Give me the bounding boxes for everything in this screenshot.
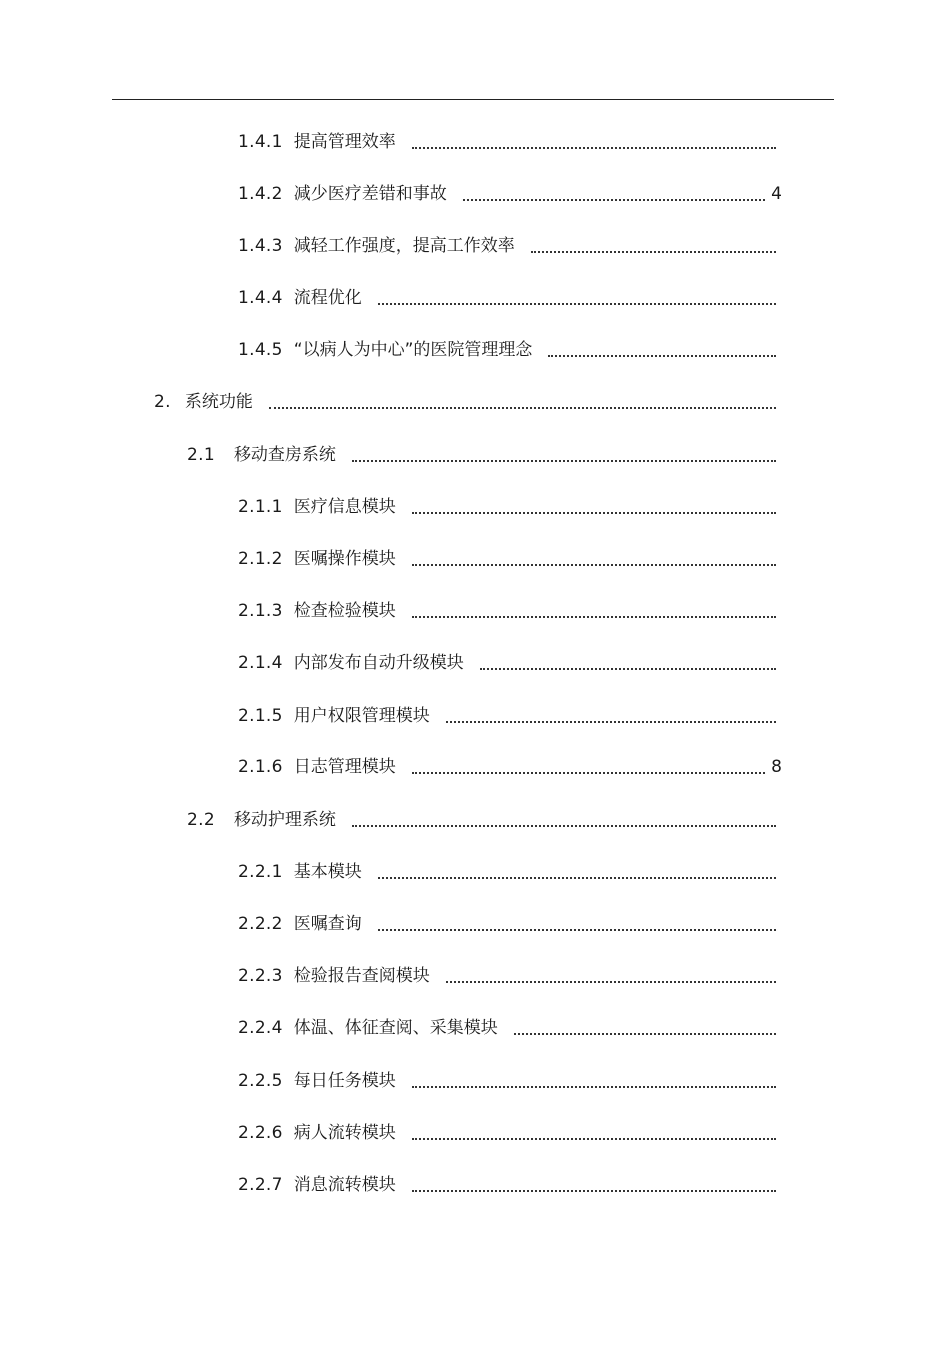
toc-page-number: 8 bbox=[771, 757, 782, 777]
toc-entry-number: 2.1.2 bbox=[238, 549, 283, 569]
toc-dot-leader bbox=[514, 1016, 776, 1040]
toc-entry-2-2-3[interactable] bbox=[238, 964, 776, 988]
toc-dot-leader bbox=[412, 495, 776, 519]
toc-dot-leader bbox=[412, 1121, 776, 1145]
toc-entry-title: 基本模块 bbox=[293, 862, 362, 882]
toc-entry-title: 用户权限管理模块 bbox=[293, 706, 430, 726]
toc-entry-number: 2.2.2 bbox=[238, 914, 283, 934]
toc-entry-title: 系统功能 bbox=[184, 392, 253, 412]
toc-dot-leader bbox=[531, 234, 776, 258]
toc-entry-number: 2.1.1 bbox=[238, 497, 283, 517]
toc-page-number: 4 bbox=[771, 184, 782, 204]
toc-dot-leader bbox=[412, 755, 765, 779]
toc-dot-leader bbox=[412, 599, 776, 623]
toc-dot-leader bbox=[412, 1173, 776, 1197]
toc-dot-leader bbox=[412, 547, 776, 571]
toc-entry-title: 医嘱查询 bbox=[293, 914, 362, 934]
toc-entry-title: 病人流转模块 bbox=[293, 1123, 396, 1143]
toc-entry-number: 2.1.4 bbox=[238, 653, 283, 673]
toc-entry-number: 2.1 bbox=[187, 445, 215, 465]
toc-entry-2-1-3[interactable] bbox=[238, 599, 776, 623]
toc-entry-2-2-4[interactable] bbox=[238, 1016, 776, 1040]
toc-entry-2-1-2[interactable] bbox=[238, 547, 776, 571]
toc-entry-title: 医疗信息模块 bbox=[293, 497, 396, 517]
toc-entry-1-4-4[interactable] bbox=[238, 286, 776, 310]
toc-dot-leader bbox=[463, 182, 765, 206]
toc-entry-title: 减少医疗差错和事故 bbox=[293, 184, 447, 204]
toc-entry-number: 2.2.7 bbox=[238, 1175, 283, 1195]
toc-entry-1-4-1[interactable] bbox=[238, 130, 776, 154]
toc-entry-2-2-7[interactable] bbox=[238, 1173, 776, 1197]
toc-dot-leader bbox=[412, 1069, 776, 1093]
toc-dot-leader bbox=[378, 286, 776, 310]
toc-entry-title: 医嘱操作模块 bbox=[293, 549, 396, 569]
toc-entry-number: 1.4.2 bbox=[238, 184, 283, 204]
toc-entry-number: 2. bbox=[154, 392, 171, 412]
toc-dot-leader bbox=[352, 443, 776, 467]
toc-entry-title: 移动护理系统 bbox=[233, 810, 336, 830]
toc-entry-1-4-5[interactable] bbox=[238, 338, 776, 362]
toc-dot-leader bbox=[446, 964, 776, 988]
toc-entry-2-2[interactable] bbox=[187, 808, 776, 832]
toc-entry-number: 2.2.1 bbox=[238, 862, 283, 882]
toc-dot-leader bbox=[378, 860, 776, 884]
toc-entry-2-1[interactable] bbox=[187, 443, 776, 467]
toc-entry-number: 2.2 bbox=[187, 810, 215, 830]
toc-entry-number: 2.1.5 bbox=[238, 706, 283, 726]
toc-entry-number: 1.4.3 bbox=[238, 236, 283, 256]
toc-entry-title: 每日任务模块 bbox=[293, 1071, 396, 1091]
toc-entry-2-1-1[interactable] bbox=[238, 495, 776, 519]
toc-entry-number: 2.2.3 bbox=[238, 966, 283, 986]
toc-entry-number: 2.1.3 bbox=[238, 601, 283, 621]
toc-entry-2[interactable] bbox=[154, 390, 776, 414]
toc-entry-title: 体温、体征查阅、采集模块 bbox=[293, 1018, 498, 1038]
toc-dot-leader bbox=[446, 704, 776, 728]
toc-entry-title: 移动查房系统 bbox=[233, 445, 336, 465]
toc-dot-leader bbox=[378, 912, 776, 936]
toc-entry-number: 2.2.5 bbox=[238, 1071, 283, 1091]
toc-entry-title: 检验报告查阅模块 bbox=[293, 966, 430, 986]
toc-entry-title: 消息流转模块 bbox=[293, 1175, 396, 1195]
toc-entry-2-2-2[interactable] bbox=[238, 912, 776, 936]
toc-entry-number: 1.4.1 bbox=[238, 132, 283, 152]
toc-entry-1-4-3[interactable] bbox=[238, 234, 776, 258]
toc-dot-leader bbox=[480, 651, 776, 675]
toc-entry-1-4-2[interactable] bbox=[238, 182, 782, 206]
toc-entry-title: 日志管理模块 bbox=[293, 757, 396, 777]
toc-entry-title: 提高管理效率 bbox=[293, 132, 396, 152]
toc-entry-2-1-5[interactable] bbox=[238, 704, 776, 728]
toc-entry-number: 1.4.4 bbox=[238, 288, 283, 308]
toc-entry-number: 2.1.6 bbox=[238, 757, 283, 777]
toc-entry-title: 检查检验模块 bbox=[293, 601, 396, 621]
toc-entry-2-2-5[interactable] bbox=[238, 1069, 776, 1093]
toc-dot-leader bbox=[412, 130, 776, 154]
toc-dot-leader bbox=[548, 338, 776, 362]
toc-entry-number: 2.2.6 bbox=[238, 1123, 283, 1143]
toc-entry-title: “以病人为中心”的医院管理理念 bbox=[293, 340, 533, 360]
toc-entry-2-2-6[interactable] bbox=[238, 1121, 776, 1145]
toc-entry-2-1-6[interactable] bbox=[238, 755, 782, 779]
toc-dot-leader bbox=[352, 808, 776, 832]
toc-entry-title: 流程优化 bbox=[293, 288, 362, 308]
toc-dot-leader bbox=[269, 390, 776, 414]
toc-entry-title: 内部发布自动升级模块 bbox=[293, 653, 464, 673]
toc-entry-title: 减轻工作强度，提高工作效率 bbox=[293, 236, 515, 256]
toc-entry-2-1-4[interactable] bbox=[238, 651, 776, 675]
toc-entry-2-2-1[interactable] bbox=[238, 860, 776, 884]
toc-entry-number: 1.4.5 bbox=[238, 340, 283, 360]
toc-entry-number: 2.2.4 bbox=[238, 1018, 283, 1038]
